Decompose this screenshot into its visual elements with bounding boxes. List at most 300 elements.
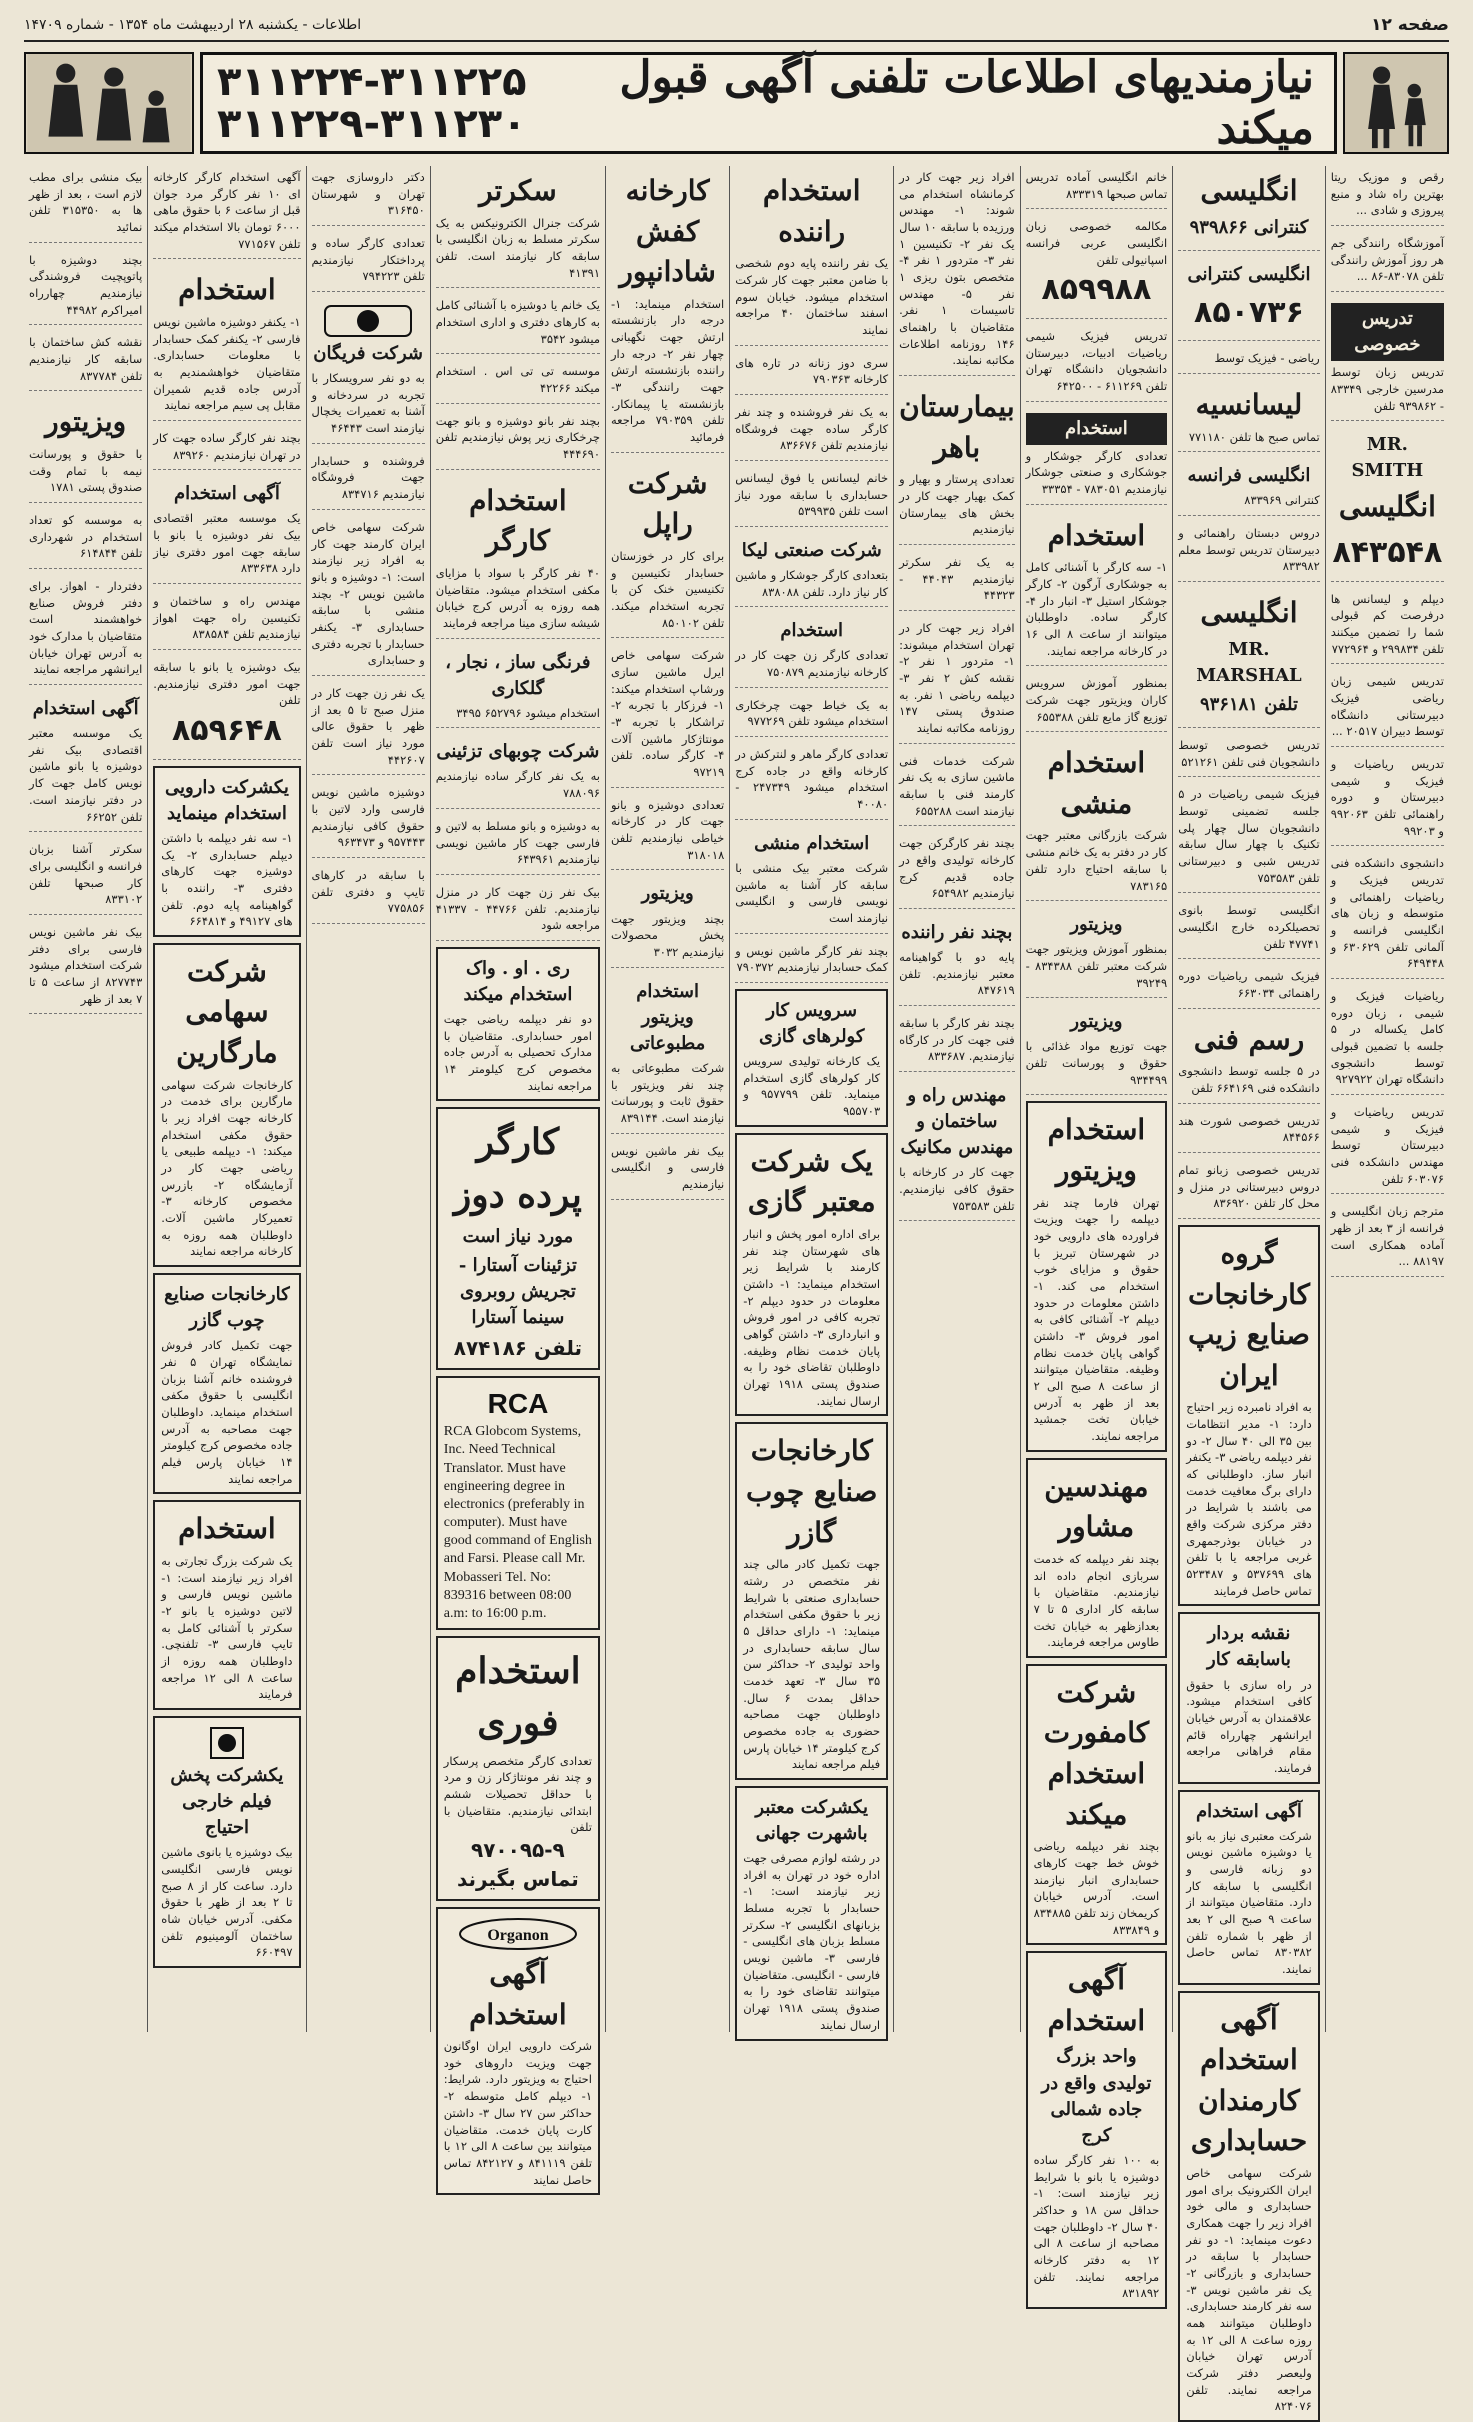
ad-heading: ویزیتور bbox=[641, 883, 694, 905]
ad-text: ۱- سه کارگر با آشنائی کامل به جوشکاری آرگون ۲- کارگر جوشکار استیل ۳- انبار دار ۴- کارگر ساده. داوطلبان میتوانند از ساعت ۸ الی ۱۶ در کارخانه مراجعه نمایند. bbox=[1025, 560, 1168, 658]
ad-university-tutors bbox=[1026, 325, 1168, 402]
ad-heading: کارخانه کفش شادانپور bbox=[619, 174, 716, 289]
ad-text: به یک نفر فروشنده و چند نفر کارگر ساده جهت فروشگاه نیازمندیم تلفن ۸۳۶۶۷۶ bbox=[735, 404, 889, 453]
ad-graduate bbox=[1178, 380, 1320, 452]
ad-tehran-student bbox=[1331, 985, 1444, 1095]
ad-text: تعدادی کارگر زن جهت کار در کارخانه نیازمندیم ۷۵۰۸۷۹ bbox=[735, 648, 889, 680]
ad-heading: استخدام bbox=[1026, 413, 1168, 445]
ad-undergarment bbox=[436, 410, 600, 470]
organon-logo bbox=[444, 1917, 592, 1951]
ad-heading: انگلیسی کنترانی bbox=[1187, 263, 1311, 285]
ad-text: تعدادی پرستار و بهیار و کمک بهیار جهت کار در بخش های بیمارستان نیازمندیم bbox=[899, 472, 1015, 537]
ad-text: تعدادی کارگر جوشکار و جوشکاری و صنعتی جوشکار نیازمندیم ۷۸۳۰۵۱ - ۳۳۳۵۴ bbox=[1025, 448, 1168, 496]
ad-text: جهت کار در کارخانه با حقوق کافی نیازمندیم. تلفن ۷۵۳۵۸۳ bbox=[899, 1165, 1015, 1213]
ad-text: تدریس زبان توسط مدرسین خارجی ۸۳۳۴۹ - ۹۳۹۸۶۲ تلفن bbox=[1330, 365, 1444, 413]
ad-text: تدریس ریاضیات و فیزیک و شیمی دبیرستان توسط مهندس دانشکده فنی ۶۰۳۰۷۶ تلفن bbox=[1330, 1104, 1444, 1186]
ad-text: تعدادی کارگر متخصص پرسکار و چند نفر مونتاژکار زن و مرد با حداقل تحصیلات ششم ابتدائی نیازمندیم. متقاضیان با تلفن bbox=[443, 1753, 592, 1835]
ad-text: دفتردار - اهواز. برای دفتر فروش صنایع خواهشمند است متقاضیان با مدارک خود به آدرس تهران خیابان ایرانشهر مراجعه نمایند bbox=[29, 579, 143, 677]
ad-text: مهندس راه و ساختمان و تکنیسین راه جهت اهواز نیازمندیم تلفن ۸۳۸۵۸۴ bbox=[153, 594, 301, 642]
ad-general-electronics bbox=[436, 166, 600, 288]
ad-curtain-sewer bbox=[436, 1107, 600, 1370]
ad-text: بچند نفر کارگر ماشین نویس و کمک حسابدار نیازمندیم ۷۹۰۳۷۲ bbox=[735, 943, 889, 975]
ad-translator bbox=[1331, 1200, 1444, 1277]
ad-consulting-engineers bbox=[1026, 1458, 1168, 1658]
ad-heading: نقشه بردار باسابقه کار bbox=[1207, 1623, 1291, 1671]
ad-text: جهت تکمیل کادر مالی چند نفر متخصص در رشته حسابداری صنعتی با شرایط زیر با حقوق مکفی استخدام مینماید: ۱- دارای حداقل ۵ سال سابقه حسابداری در واحد تولیدی ۲- حداکثر سن ۳۵ سال ۳- تعهد خدمت حداقل بمدت ۶ سال. داوطلبان جهت مصاحبه حضوری به جاده مخصوص کرج کیلومتر ۱۴ خیابان پارس فیلم مراجعه نمایند bbox=[743, 1557, 881, 1772]
ad-office-lady bbox=[436, 294, 600, 354]
ad-text: تدریس خصوصی زبانو تمام دروس دبیرستانی در منزل و محل کار تلفن ۸۳۶۹۲۰ bbox=[1178, 1162, 1320, 1211]
ad-text: بیک دوشیزه یا بانوی ماشین نویس فارسی انگلیسی دارد. ساعت کار از ۸ صبح تا ۲ بعد از ظهر با حقوق مکفی. آدرس خیابان شاه ساختمان آلومینیوم تلفن ۶۶۰۴۹۷ bbox=[161, 1845, 293, 1960]
ad-text: خانم انگلیسی آماده تدریس تماس صبحها ۸۳۳۳۱۹ bbox=[1025, 170, 1168, 201]
ad-latin-typist bbox=[436, 815, 600, 875]
ad-home-tutoring bbox=[1178, 1159, 1320, 1219]
ad-accountant-lady bbox=[735, 467, 888, 527]
ad-text: ۴۰ نفر کارگر با سواد با مزایای مکفی استخدام میشود. متقاضیان همه روزه به آدرس کرج خیابان شیشه سازی مینا مراجعه فرمایند bbox=[435, 565, 600, 630]
ad-heading: شرکت فریگان bbox=[313, 343, 424, 365]
column-7 bbox=[430, 166, 605, 2187]
ad-text: آگهی استخدام کارگر کارخانه ای ۱۰ نفر کارگر مرد جوان قبل از ساعت ۶ با حقوق ماهی ۶۰۰۰ تومان بالا استخدام میکند تلفن ۷۷۱۵۶۷ bbox=[153, 170, 301, 251]
ad-text: شرکت معتبر بیک منشی با سابقه کار آشنا به ماشین نویسی فارسی و انگلیسی نیازمند است bbox=[735, 860, 889, 925]
ad-accounting-staff bbox=[1178, 1991, 1320, 2422]
ad-text: تعدادی دوشیزه و بانو جهت کار در کارخانه خیاطی نیازمندیم تلفن ۳۱۸۰۱۸ bbox=[611, 797, 725, 862]
ad-heading: انگلیسی bbox=[1200, 174, 1298, 207]
ad-home-worker bbox=[312, 682, 425, 775]
ad-text: بیک نفر زن جهت کار در منزل نیازمندیم. تلفن ۴۴۷۶۶ - ۴۱۳۳۷ مراجعه شود bbox=[435, 884, 600, 933]
masthead bbox=[24, 14, 1449, 42]
ad-text: سری دوز زنانه در تاره های کارخانه ۷۹۰۳۶۳ bbox=[735, 355, 889, 387]
ad-typist bbox=[1178, 1790, 1320, 1985]
ad-heading: انگلیسی bbox=[1200, 596, 1298, 629]
ad-organon bbox=[436, 1907, 600, 2195]
ad-text: به یک نفر سکرتر نیازمندیم ۴۴۰۴۳ - ۴۴۳۲۳ bbox=[899, 554, 1015, 603]
ad-sewing bbox=[611, 794, 724, 871]
ad-heading: آگهی استخدام bbox=[1047, 1963, 1146, 2037]
ad-school-lessons bbox=[1178, 522, 1320, 582]
ad-conversation bbox=[1026, 215, 1168, 319]
ad-text: تزئینات آستارا - تجریش روبروی سینما آستارا bbox=[458, 1254, 577, 1329]
ad-comfort bbox=[1026, 1664, 1168, 1945]
ad-heading: استخدام فوری bbox=[455, 1650, 581, 1745]
ad-math-physics bbox=[1178, 347, 1320, 374]
ad-press-visitor bbox=[611, 974, 724, 1134]
ad-driver-hire bbox=[735, 166, 888, 346]
ad-iran-staff bbox=[312, 516, 425, 676]
ad-gazor-finance bbox=[735, 1422, 888, 1780]
ad-english-lady bbox=[1178, 899, 1320, 959]
ad-visitor-3 bbox=[29, 397, 142, 503]
ad-tehran-staff bbox=[899, 617, 1014, 744]
ad-employment-welders bbox=[1026, 408, 1168, 505]
ad-tailoring bbox=[735, 352, 888, 395]
column-5 bbox=[729, 166, 893, 2032]
ad-physics bbox=[1331, 1101, 1444, 1194]
ad-text: شرکت بازرگانی معتبر جهت کار در دفتر به یک خانم منشی با سابقه احتیاج دارد تلفن ۷۸۳۱۶۵ bbox=[1025, 828, 1168, 893]
ad-heading: یکشرکت دارویی استخدام مینماید bbox=[164, 776, 289, 824]
ad-text: خانم لیسانس یا فوق لیسانس حسابداری با سابقه مورد نیاز است تلفن ۵۳۹۹۳۵ bbox=[735, 470, 889, 519]
ad-text: به موسسه کو تعداد استخدام در شهرداری تلفن ۶۱۴۸۴۴ bbox=[29, 513, 143, 561]
ad-engineering-student bbox=[1331, 852, 1444, 979]
ad-text: به افراد نامبرده زیر احتیاج دارد: ۱- مدیر انتظامات بین ۳۵ الی ۴۰ سال ۲- دو نفر دیپلمه ریاضی ۳- یکنفر انبار ساز. داوطلبانی که دارای برگ معافیت خدمت می باشند با شرایط در دفتر مرکزی شرکت واقع در خیابان بوذرجمهری غربی مراجعه یا با تلفن های ۵۳۷۶۹۹ و ۵۲۳۴۸۷ تماس حاصل فرمایند bbox=[1186, 1400, 1312, 1598]
ad-heading: ویزیتور bbox=[1070, 1011, 1123, 1033]
ad-gazor-sales bbox=[153, 1273, 300, 1494]
ad-heading: سرویس کار کولرهای گازی bbox=[758, 999, 865, 1048]
ad-text: دکتر داروسازی جهت تهران و شهرستان ۳۱۶۴۵۰ bbox=[311, 170, 425, 218]
ad-typist-accountant bbox=[153, 265, 300, 421]
page-number: صفحه ۱۲ bbox=[1371, 15, 1449, 35]
ad-text: یک خانم یا دوشیزه با آشنائی کامل به کارهای دفتری و اداری استخدام میشود ۳۵۴۲ bbox=[435, 298, 600, 346]
ad-ac-service bbox=[735, 989, 888, 1127]
ad-heading: بیمارستان باهر bbox=[899, 390, 1015, 464]
ad-pharma-company bbox=[153, 766, 300, 937]
ad-text: بچند نفر دیپلمه ریاضی خوش خط جهت کارهای حسابداری انبار نیازمند است. آدرس خیابان کریمخان زند تلفن ۸۳۴۸۸۵ و ۸۳۳۸۴۹ bbox=[1033, 1839, 1160, 1937]
ad-drivers bbox=[899, 915, 1014, 1006]
ad-english-lady-2 bbox=[1026, 166, 1168, 209]
ad-text: بچند ویزیتور جهت پخش محصولات نیازمندیم ۳۰۳۲ bbox=[611, 911, 725, 959]
ad-heading: شرکت چوبهای تزئینی bbox=[436, 741, 600, 763]
ad-phone: تلفن ۹۳۶۱۸۱ bbox=[1199, 693, 1298, 715]
ad-carpentry bbox=[436, 645, 600, 729]
ad-text: ۱- سه نفر دیپلمه با داشتن دیپلم حسابداری ۲- یک دوشیزه جهت کارهای دفتری ۳- راننده با گواهینامه پایه دوم. تلفن های ۴۹۱۲۷ و ۶۶۴۸۱۴ bbox=[161, 830, 293, 929]
ad-housemaid bbox=[436, 881, 600, 941]
ad-text: یک کارخانه تولیدی سرویس کار کولرهای گازی استخدام مینماید. تلفن ۹۵۷۷۹۹ و ۹۵۵۷۰۳ bbox=[743, 1054, 881, 1119]
ad-text: شرکت دارویی ایران اوگانون جهت ویزیت داروهای خود احتیاج به ویزیتور دارد. شرایط: ۱- دیپلم کامل متوسطه ۲- حداکثر سن ۲۷ سال ۳- داشتن کارت پایان خدمت. متقاضیان میتوانند بین ساعت ۸ الی ۱۲ با تلفن ۸۴۱۱۱۹ و ۸۴۲۱۲۷ تماس حاصل نمایند bbox=[443, 2039, 592, 2187]
ad-heading: استخدام bbox=[178, 1512, 276, 1546]
ad-world-company bbox=[735, 1786, 888, 2041]
ad-music bbox=[1331, 166, 1444, 226]
ad-text: آموزشگاه رانندگی جم هر روز آموزش رانندگی تلفن ۸۳۰۷۸-۸۶ ... bbox=[1330, 236, 1444, 284]
ad-heading: آگهی استخدام bbox=[173, 483, 280, 505]
ad-text: بچند نفر کارگر ساده جهت کار در تهران نیازمندیم ۸۳۹۲۶۰ bbox=[153, 430, 301, 462]
ad-chem-tutoring bbox=[1331, 670, 1444, 747]
ad-subheading: MR. SMITH bbox=[1351, 434, 1424, 482]
ad-text: افراد زیر جهت کار در تهران استخدام میشوند: ۱- متردور ۱ نفر ۲- نقشه کش ۲ نفر ۳- دیپلمه ریاضی ۱ نفر. به صندوق پستی ۱۴۷ روزنامه مکاتبه نمایند bbox=[899, 620, 1015, 735]
ad-text: برای کار در خوزستان حسابدار تکنیسین و تکنیسین خنک کن با تجربه استخدام میکند. تلفن ۸۵۰۱۰۲ bbox=[611, 549, 725, 630]
ad-tailor bbox=[735, 694, 888, 737]
ad-heading: شرکت صنعتی لیکا bbox=[741, 539, 882, 561]
ad-private-tutoring bbox=[1331, 298, 1444, 421]
ad-civil-engineers bbox=[899, 1078, 1014, 1221]
ad-heading: مهندس راه و ساختمان و مهندس مکانیک bbox=[900, 1085, 1014, 1159]
ad-lika bbox=[735, 533, 888, 607]
ad-text: دانشجوی دانشکده فنی تدریس فیزیک و ریاضیات راهنمائی و متوسطه و زبان های انگلیسی فرانسه و آلمانی تلفن ۶۳۰۶۲۹ و ۶۴۹۴۴۸ bbox=[1330, 856, 1444, 971]
ad-sales-girls bbox=[29, 249, 142, 326]
ad-heading: ویزیتور bbox=[1070, 914, 1123, 936]
rca-english-text: RCA Globcom Systems, Inc. Need Technical Translator. Must have engineering degree in electronics (preferably in computer). Must have good command of English and Farsi. Please call Mr. Mobasseri Tel. No: 839316 between 08:00 a.m: to 16:00 p.m. bbox=[443, 1424, 592, 1622]
ad-heading: ویزیتور bbox=[45, 405, 127, 439]
ad-simple-workers bbox=[312, 232, 425, 292]
ad-heading: رسم فنی bbox=[1193, 1022, 1305, 1056]
ad-polytechnic bbox=[1178, 783, 1320, 893]
ad-heading: شرکت کامفورت استخدام میکند bbox=[1043, 1675, 1150, 1831]
ad-secretary-2 bbox=[899, 551, 1014, 611]
rca-logo-icon bbox=[473, 1386, 563, 1420]
ad-heading: انگلیسی bbox=[1338, 490, 1436, 524]
ad-gas-company bbox=[735, 1133, 888, 1417]
ad-heading: استخدام bbox=[178, 273, 276, 307]
ad-heading: استخدام کارگر bbox=[469, 483, 567, 558]
banner-phone-line-1: ۳۱۱۲۲۴-۳۱۱۲۲۵ bbox=[217, 59, 527, 105]
ad-visitor-food bbox=[1026, 1004, 1168, 1095]
ad-text: بیک منشی برای مطب لازم است ، بعد از ظهر ها به ۳۱۵۳۵۰ تلفن نمائید bbox=[29, 170, 143, 235]
ad-text: مکالمه خصوصی زبان انگلیسی عربی فرانسه اسپانیولی تلفن bbox=[1025, 219, 1168, 267]
ad-text: دیپلم و لیسانس ها درفرصت کم قبولی شما را تضمین میکنند تلفن ۲۹۹۸۳۴ و ۷۷۲۹۶۴ bbox=[1330, 591, 1444, 656]
ad-heading: مهندسین مشاور bbox=[1044, 1469, 1149, 1544]
ad-text: به دو نفر سرویسکار با تجربه در سردخانه و آشنا به تعمیرات یخچال نیازمند است ۴۶۴۴۳ bbox=[311, 371, 425, 436]
ad-mina-glass bbox=[436, 476, 600, 639]
ad-gas-service bbox=[1026, 672, 1168, 732]
ad-text: دو نفر دیپلمه ریاضی جهت امور حسابداری. متقاضیان با مدارک تحصیلی به آدرس جاده مخصوص کرج کیلومتر ۱۴ مراجعه نمایند bbox=[443, 1012, 592, 1093]
ad-text: با سابقه در کارهای تایپ و دفتری تلفن ۷۷۵۸۵۶ bbox=[311, 867, 425, 916]
ad-heading: یکشرکت پخش فیلم خارجی احتیاج bbox=[170, 1764, 284, 1839]
ad-rapel bbox=[611, 459, 724, 639]
ad-urgent-hire bbox=[436, 1636, 600, 1901]
ad-heading: لیسانسیه bbox=[1195, 387, 1303, 421]
ad-seller-accountant bbox=[312, 450, 425, 510]
ad-clinic-secretary bbox=[29, 166, 142, 243]
ad-french-secretary bbox=[29, 838, 142, 915]
column-9 bbox=[147, 166, 305, 2032]
ad-text: یک نفر زن جهت کار در منزل صبح تا ۵ بعد از ظهر با حقوق عالی مورد نیاز است تلفن ۴۴۲۶۰۷ bbox=[311, 685, 425, 767]
ad-rca bbox=[436, 1376, 600, 1630]
ad-pharmacist bbox=[312, 166, 425, 226]
ad-text: نقشه کش ساختمان با سابقه کار نیازمندیم تلفن ۸۳۷۷۸۴ bbox=[29, 335, 143, 383]
ad-text: به ۱۰۰ نفر کارگر ساده دوشیزه یا بانو با شرایط زیر نیازمند است: ۱- حداقل سن ۱۸ و حداکثر ۴۰ سال ۲- داوطلبان جهت مصاحبه از ساعت ۸ الی ۱۲ به دفتر کارخانه مراجعه نمایند. تلفن ۸۳۱۸۹۲ bbox=[1033, 2152, 1160, 2301]
column-10 bbox=[24, 166, 147, 2032]
ad-shadanpour bbox=[611, 166, 724, 453]
ad-text: تدریس خصوصی توسط دانشجویان فنی تلفن ۵۲۱۲۶۱ bbox=[1178, 737, 1320, 769]
ad-driving-school bbox=[1331, 232, 1444, 292]
ad-heading: ری . او . واک استخدام میکند bbox=[463, 957, 573, 1005]
ad-text: دوشیزه ماشین نویس فارسی وارد لاتین با حقوق کافی نیازمندیم ۹۵۷۴۴۳ و ۹۶۳۴۷۳ bbox=[311, 785, 425, 850]
ad-phone: ۸۵۹۶۴۸ bbox=[171, 713, 282, 749]
ad-latin-typist-2 bbox=[312, 781, 425, 858]
ad-text: برای اداره امور پخش و انبار های شهرستان چند نفر کارمند با شرایط زیر استخدام مینماید: ۱- داشتن معلومات در حدود دیپلم ۲- تجربه کافی در امور فروش و انبارداری ۳- داشتن گواهی پایان خدمت نظام وظیفه. داوطلبان تقاضای خود را به صندوق پستی ۱۹۱۸ تهران ارسال نمایند. bbox=[743, 1227, 881, 1408]
ad-private-lessons bbox=[1178, 734, 1320, 777]
ad-text: جهت توزیع مواد غذائی با حقوق و پورسانت تلفن ۹۳۴۴۹۹ bbox=[1025, 1039, 1168, 1087]
ad-employment-argon bbox=[1026, 511, 1168, 667]
film-logo-icon bbox=[207, 1726, 247, 1760]
ad-secretary bbox=[1026, 738, 1168, 901]
ad-text: افراد زیر جهت کار در کرمانشاه استخدام می شوند: ۱- مهندس ورزیده با سابقه ۱۰ سال یک نفر ۲- تکنیسین ۱ نفر ۳- متردور ۱ نفر ۴- متخصص بتون ریزی ۱ نفر ۵- مهندس تاسیسات ۱ نفر. متقاضیان با راهنمای ۱۴۶ روزنامه اطلاعات مکاتبه نمایند. bbox=[899, 170, 1015, 368]
ad-text: شرکت مطبوعاتی به چند نفر ویزیتور با حقوق ثابت و پورسانت نیازمند است. ۸۳۹۱۴۴ bbox=[611, 1060, 725, 1125]
ad-text: به یک نفر کارگر ساده نیازمندیم ۷۸۸۰۹۶ bbox=[435, 769, 600, 801]
ad-text: دروس دبستان راهنمائی و دبیرستان تدریس توسط معلم ۸۳۳۹۸۲ bbox=[1178, 525, 1320, 574]
ad-text: ۱- یکنفر دوشیزه ماشین نویس فارسی ۲- یکنفر کمک حسابدار با معلومات حسابداری. متقاضیان خواهشمندیم به آدرس جاده قدیم شمیران مقابل پی سیم مراجعه نمایند bbox=[153, 314, 301, 413]
ad-heading: یک شرکت معتبر گازی bbox=[747, 1144, 876, 1219]
ad-shorthand bbox=[1178, 1110, 1320, 1153]
ad-heading: آگهی استخدام bbox=[1196, 1800, 1302, 1822]
ad-text: با حقوق و پورسانت نیمه با تمام وقت صندوق پستی ۱۷۸۱ bbox=[29, 446, 143, 495]
ad-heading: استخدام منشی bbox=[754, 832, 870, 854]
frigan-logo bbox=[312, 304, 425, 338]
ad-text: فروشنده و حسابدار جهت فروشگاه نیازمندیم ۸۳۴۷۱۶ bbox=[311, 453, 425, 502]
ad-zipper-factory bbox=[1178, 1225, 1320, 1606]
ad-karaj-workers bbox=[735, 743, 888, 820]
ad-visitor bbox=[1026, 907, 1168, 998]
ad-text: رقص و موزیک ریتا بهترین راه شاد و منبع پیروزی و شادی ... bbox=[1330, 170, 1444, 218]
column-6 bbox=[605, 166, 729, 2032]
ad-text: به دوشیزه و بانو مسلط به لاتین و فارسی جهت کار ماشین نویسی نیازمندیم ۶۴۳۹۶۱ bbox=[435, 818, 600, 867]
ad-guidance bbox=[1178, 965, 1320, 1008]
ad-ahvaz-clerk bbox=[29, 575, 142, 685]
ad-text: یک موسسه معتبر اقتصادی بیک نفر دوشیزه یا بانو با سابقه جهت امور دفتری نیاز دارد ۸۳۳۶۳۸ bbox=[153, 511, 301, 576]
rca-logo bbox=[444, 1386, 592, 1420]
ad-text: ریاضی - فیزیک توسط bbox=[1214, 351, 1320, 366]
ad-machine-shop bbox=[611, 644, 724, 787]
ad-typist-2 bbox=[735, 940, 888, 983]
ad-economic-institute bbox=[153, 476, 300, 584]
ad-decorative-wood bbox=[436, 734, 600, 808]
ad-text: استخدام میشود ۶۵۲۷۹۶ ۳۴۹۵ bbox=[456, 705, 600, 720]
ad-text: تدریس ریاضیات و فیزیک و شیمی دبیرستان و دوره راهنمائی تلفن ۹۹۲۰۶۳ و ۹۹۲۰۳ bbox=[1330, 756, 1444, 838]
ad-text: بچند نفر دیپلمه که خدمت سربازی انجام داده اند نیازمندیم. متقاضیان با سابقه کار اداری ۵ تا ۷ بعدازظهر به خیابان تخت طاوس مراجعه فرمایند. bbox=[1033, 1551, 1160, 1650]
ad-english-marshal bbox=[1178, 588, 1320, 728]
ad-text: یک شرکت بزرگ تجارتی به افراد زیر نیازمند است: ۱- ماشین نویس فارسی و لاتین دوشیزه یا بانو ۲- سکرتر با آشنائی کامل به تایپ فارسی ۳- تلفنچی. داوطلبان همه روزه از ساعت ۸ الی ۱۲ مراجعه فرمایند bbox=[161, 1553, 293, 1702]
ad-heading: یکشرکت معتبر باشهرت جهانی bbox=[755, 1796, 868, 1845]
ad-text: به یک خیاط جهت چرخکاری استخدام میشود تلفن ۹۷۷۲۶۹ bbox=[735, 697, 889, 729]
ad-factory-workers bbox=[899, 832, 1014, 909]
ad-shop-seller bbox=[735, 401, 888, 461]
ad-heading: استخدام منشی bbox=[1047, 746, 1146, 820]
ad-text: یک موسسه معتبر اقتصادی بیک نفر دوشیزه یا بانو ماشین نویس کامل جهت کار در دفتر نیازمند است. تلفن ۶۶۲۵۲ bbox=[29, 726, 143, 824]
column-8 bbox=[306, 166, 430, 2032]
ad-text: کنترانی ۸۳۳۹۶۹ bbox=[1244, 493, 1320, 508]
ad-rowak bbox=[436, 947, 600, 1102]
ad-draftsman bbox=[29, 331, 142, 391]
family-icon bbox=[26, 54, 192, 152]
classified-columns bbox=[24, 166, 1449, 2414]
ad-heading: استخدام راننده bbox=[762, 174, 861, 248]
ad-text: در راه سازی با حقوق کافی استخدام میشود. علاقمندان به آدرس خیابان ایرانشهر چهارراه قائم مقام فراهانی مراجعه فرمایند. bbox=[1186, 1677, 1312, 1775]
film-logo bbox=[161, 1726, 292, 1760]
ad-visitor-2 bbox=[611, 876, 724, 967]
ad-english-french bbox=[1178, 458, 1320, 516]
ad-text: استخدام مینماید: ۱- درجه دار بازنشسته ارتش جهت نگهبانی چهار نفر ۲- درجه دار راننده بازنشسته ارتش جهت رانندگی ۳- بازنشسته یا پیمانکار. تلفن ۷۹۰۳۵۹ مراجعه فرمائید bbox=[611, 296, 725, 445]
phone-banner bbox=[200, 52, 1337, 154]
ad-heading: آگهی استخدام bbox=[469, 1956, 567, 2031]
ad-factory-men bbox=[153, 166, 300, 259]
ad-municipality bbox=[29, 509, 142, 569]
ad-typist-institute bbox=[29, 691, 142, 832]
svg-text:RCA: RCA bbox=[487, 1388, 549, 1420]
ad-text: تهران فارما چند نفر دیپلمه را جهت ویزیت فراورده های دارویی خود در شهرستان تبریز با حقوق و مزایای خوب استخدام می کند. ۱- داشتن معلومات در حدود دیپلم ۲- آشنائی کافی به امور فروش ۳- داشتن گواهی پایان خدمت نظام وظیفه. متقاضیان میتوانند از ساعت ۸ صبح الی ۲ بعد از ظهر به آدرس خیابان تخت جمشید مراجعه نمایند. bbox=[1033, 1195, 1160, 1443]
ad-margarine bbox=[153, 943, 300, 1267]
ad-heading: استخدام ویزیتور مطبوعاتی bbox=[629, 980, 706, 1054]
ad-heading: شرکت سهامی مارگارین bbox=[176, 954, 278, 1070]
ad-heading: تدریس خصوصی bbox=[1331, 303, 1444, 361]
ad-machine-services bbox=[899, 750, 1014, 827]
ad-subheading: واحد بزرگ تولیدی واقع در جاده شمالی کرج bbox=[1041, 2046, 1152, 2146]
ad-frigan bbox=[312, 298, 425, 444]
ad-text: بچند نفر بانو دوشیزه و بانو جهت چرخکاری زیر پوش نیازمندیم تلفن ۴۴۴۶۹۰ bbox=[435, 413, 600, 461]
ad-trading-company bbox=[153, 1500, 300, 1710]
ad-women-workers bbox=[735, 613, 888, 687]
ad-text: شرکت سهامی خاص ایران الکترونیک برای امور حسابداری و مالی خود افراد زیر را جهت همکاری دعوت مینماید: ۱- دو نفر حسابدار با سابقه در حسابداری و بازرگانی ۲- یک نفر ماشین نویس ۳- سه نفر کارمند حسابداری. داوطلبان میتوانند همه روزه ساعت ۸ الی ۱۲ به آدرس تهران خیابان ولیعصر دفتر شرکت مراجعه نمایند. تلفن ۸۲۴۰۷۶ bbox=[1186, 2166, 1312, 2414]
ad-heading: بچند نفر راننده bbox=[901, 922, 1013, 944]
ad-phone: ۸۵۰۷۳۶ bbox=[1194, 294, 1304, 330]
ad-text: بچند نفر کارگر با سابقه فنی جهت کار در کارگاه نیازمندیم. ۸۳۳۶۸۷ bbox=[899, 1016, 1015, 1064]
ad-text: مترجم زبان انگلیسی و فرانسه از ۳ بعد از ظهر آماده همکاری است ۸۸۱۹۷ ... bbox=[1330, 1204, 1444, 1269]
column-1 bbox=[1325, 166, 1449, 2032]
ad-phone: ۸۴۳۵۴۸ bbox=[1332, 535, 1443, 571]
ad-text: انگلیسی توسط بانوی تحصیلکرده خارج انگلیسی ۴۷۷۴۱ تلفن bbox=[1178, 903, 1320, 951]
ad-secretary-3 bbox=[735, 826, 888, 934]
ad-heading: کارگر پرده دوز bbox=[453, 1121, 582, 1216]
ad-text: شرکت سهامی خاص ایرل ماشین سازی ورشاپ استخدام میکند: ۱- فرزکار با تجربه ۲- تراشکار با تجربه ۳- مونتاژکار ماشین آلات ۴- کارگر ساده. تلفن ۹۷۲۱۹ bbox=[611, 648, 725, 780]
ad-karaj-factory bbox=[1026, 1951, 1168, 2309]
ad-heading: شرکت راپل bbox=[627, 466, 708, 541]
ad-text: تماس صبح ها تلفن ۷۷۱۱۸۰ bbox=[1188, 429, 1320, 444]
ad-office-work bbox=[153, 656, 300, 760]
ad-phone: تلفن ۸۷۴۱۸۶ bbox=[453, 1336, 583, 1361]
ad-text: تعدادی کارگر ساده و پرداختکار نیازمندیم تلفن ۷۹۴۲۲۳ bbox=[311, 236, 425, 284]
ad-text: بیک دوشیزه یا بانو با سابقه جهت امور دفتری نیازمندیم. تلفن bbox=[153, 660, 301, 708]
organon-logo-icon bbox=[458, 1917, 578, 1951]
ad-text: بیک نفر ماشین نویس فارسی و انگلیسی نیازمندیم bbox=[611, 1143, 725, 1191]
ad-heading: انگلیسی فرانسه bbox=[1187, 465, 1311, 487]
ad-text: پایه دو با گواهینامه معتبر نیازمندیم. تلفن ۸۴۷۶۱۹ bbox=[899, 950, 1015, 998]
svg-text:Organon: Organon bbox=[487, 1926, 549, 1944]
column-3 bbox=[1020, 166, 1173, 2301]
ad-text: شرکت جنرال الکترونیکس به یک سکرتر مسلط به زبان انگلیسی با سابقه کار نیازمند است. تلفن ۴۱۳۹۱ bbox=[435, 215, 600, 280]
ad-phone: ۸۵۹۹۸۸ bbox=[1041, 272, 1152, 308]
ad-text: فیزیک شیمی ریاضیات در ۵ جلسه تضمینی توسط دانشجویان سال چهار پلی تکنیک با چهار سال سابقه تدریس شبی و دبیرستانی تلفن ۷۵۳۵۸۳ bbox=[1178, 787, 1320, 885]
ad-diploma bbox=[1331, 588, 1444, 665]
ad-tehran-pharma bbox=[1026, 1101, 1168, 1451]
ad-tehran-workers bbox=[153, 427, 300, 470]
banner-phone-line-2: ۳۱۱۲۲۹-۳۱۱۲۳۰ bbox=[217, 101, 527, 147]
ad-text: بتعدادی کارگر جوشکار و ماشین کار نیاز دارد. تلفن ۸۳۸۰۸۸ bbox=[735, 568, 889, 599]
frigan-logo-icon bbox=[323, 304, 413, 338]
ad-tts bbox=[436, 360, 600, 403]
ad-company-typist bbox=[29, 921, 142, 1014]
banner-phones bbox=[217, 61, 527, 145]
ad-heading: فرنگی ساز ، نجار ، گلکاری bbox=[445, 651, 591, 699]
ad-subheading: مورد نیاز است bbox=[462, 1225, 574, 1247]
ad-subheading: کنترانی ۹۳۹۸۶۶ bbox=[1189, 216, 1309, 238]
couple-icon bbox=[1345, 54, 1447, 152]
ad-english-contract bbox=[1178, 166, 1320, 251]
column-4 bbox=[893, 166, 1019, 2032]
ad-heading: گروه کارخانجات صنایع زیپ ایران bbox=[1187, 1236, 1310, 1392]
ad-heading: آگهی استخدام bbox=[32, 698, 139, 720]
ad-heading: کارخانجات صنایع چوب گازر bbox=[164, 1284, 290, 1332]
ad-kermanshah bbox=[899, 166, 1014, 376]
ad-text: فیزیک شیمی ریاضیات دوره راهنمائی ۶۶۳۰۳۴ bbox=[1178, 969, 1320, 1000]
ad-text: بیک نفر ماشین نویس فارسی برای دفتر شرکت استخدام میشود ۸۲۷۷۴۳ از ساعت ۵ تا ۷ بعد از ظهر bbox=[29, 924, 143, 1006]
ad-text: شرکت معتبری نیاز به بانو یا دوشیزه ماشین نویس دو زبانه فارسی و انگلیسی با سابقه کار دارد. متقاضیان میتوانند از ساعت ۹ صبح الی ۲ بعد از ظهر با شماره تلفن ۸۳۰۳۸۲ تماس حاصل نمایند. bbox=[1186, 1828, 1312, 1977]
ad-text: در رشته لوازم مصرفی جهت اداره خود در تهران به افراد زیر نیازمند است: ۱- حسابدار با تجربه مسلط بزبانهای انگلیسی ۲- سکرتر مسلط بزبان های انگلیسی - فارسی ۳- ماشین نویس فارسی - انگلیسی. متقاضیان میتوانند تقاضای خود را به صندوق پستی ۱۹۱۸ تهران ارسال نمایند bbox=[743, 1851, 881, 2032]
ad-technical-drawing bbox=[1178, 1015, 1320, 1104]
ad-text: تعدادی کارگر ماهر و لنترکش در کارخانه واقع در جاده کرج استخدام میشود ۲۴۷۳۴۹ - ۴۰۰۸۰ bbox=[735, 747, 889, 812]
ad-ahvaz-engineer bbox=[153, 590, 300, 650]
ad-heading: استخدام bbox=[1047, 518, 1146, 552]
ad-heading: کارخانجات صنایع چوب گازر bbox=[746, 1434, 878, 1549]
ad-typist-3 bbox=[611, 1140, 724, 1200]
ad-text: بچند دوشیزه با پاتوپچیت فروشندگی نیازمندیم چهارراه امیراکرم ۴۴۹۸۲ bbox=[29, 252, 143, 317]
column-2 bbox=[1172, 166, 1325, 2414]
ad-subheading: MR. MARSHAL bbox=[1196, 638, 1302, 686]
ad-heading: آگهی استخدام کارمندان حسابداری bbox=[1190, 2002, 1308, 2158]
ad-text: بمنظور آموزش سرویس کاران ویزیتور جهت شرکت توزیع گاز مایع تلفن ۶۵۵۳۸۸ bbox=[1025, 676, 1168, 724]
ad-text: یک نفر راننده پایه دوم شخصی با ضامن معتبر جهت کار شرکت استخدام میشود. خیابان سوم اسفند ساختمان ۴۰ مراجعه نمایند bbox=[735, 256, 889, 337]
ad-heading: استخدام ویزیتور bbox=[1047, 1113, 1146, 1187]
ad-text: جهت تکمیل کادر فروش نمایشگاه تهران ۵ نفر فروشنده خانم آشنا بزبان انگلیسی با حقوق مکفی استخدام مینماید. داوطلبان جهت مصاحبه به آدرس جاده مخصوص کرج کیلومتر ۱۴ خیابان پارس فیلم مراجعه نمایند bbox=[161, 1338, 293, 1486]
ad-text: تدریس خصوصی شورت هند ۸۴۴۵۶۶ bbox=[1178, 1113, 1320, 1145]
issue-info: اطلاعات - یکشنبه ۲۸ اردیبهشت ماه ۱۳۵۴ - شماره ۱۴۷۰۹ bbox=[24, 17, 362, 33]
ad-text: سکرتر آشنا بزبان فرانسه و انگلیسی برای کار صبحها تلفن ۸۳۳۱۰۲ bbox=[29, 842, 143, 907]
ad-text: تدریس شیمی زبان ریاضی فیزیک دبیرستانی دانشگاه توسط دبیران ۲۰۵۱۷ ... bbox=[1330, 674, 1444, 739]
